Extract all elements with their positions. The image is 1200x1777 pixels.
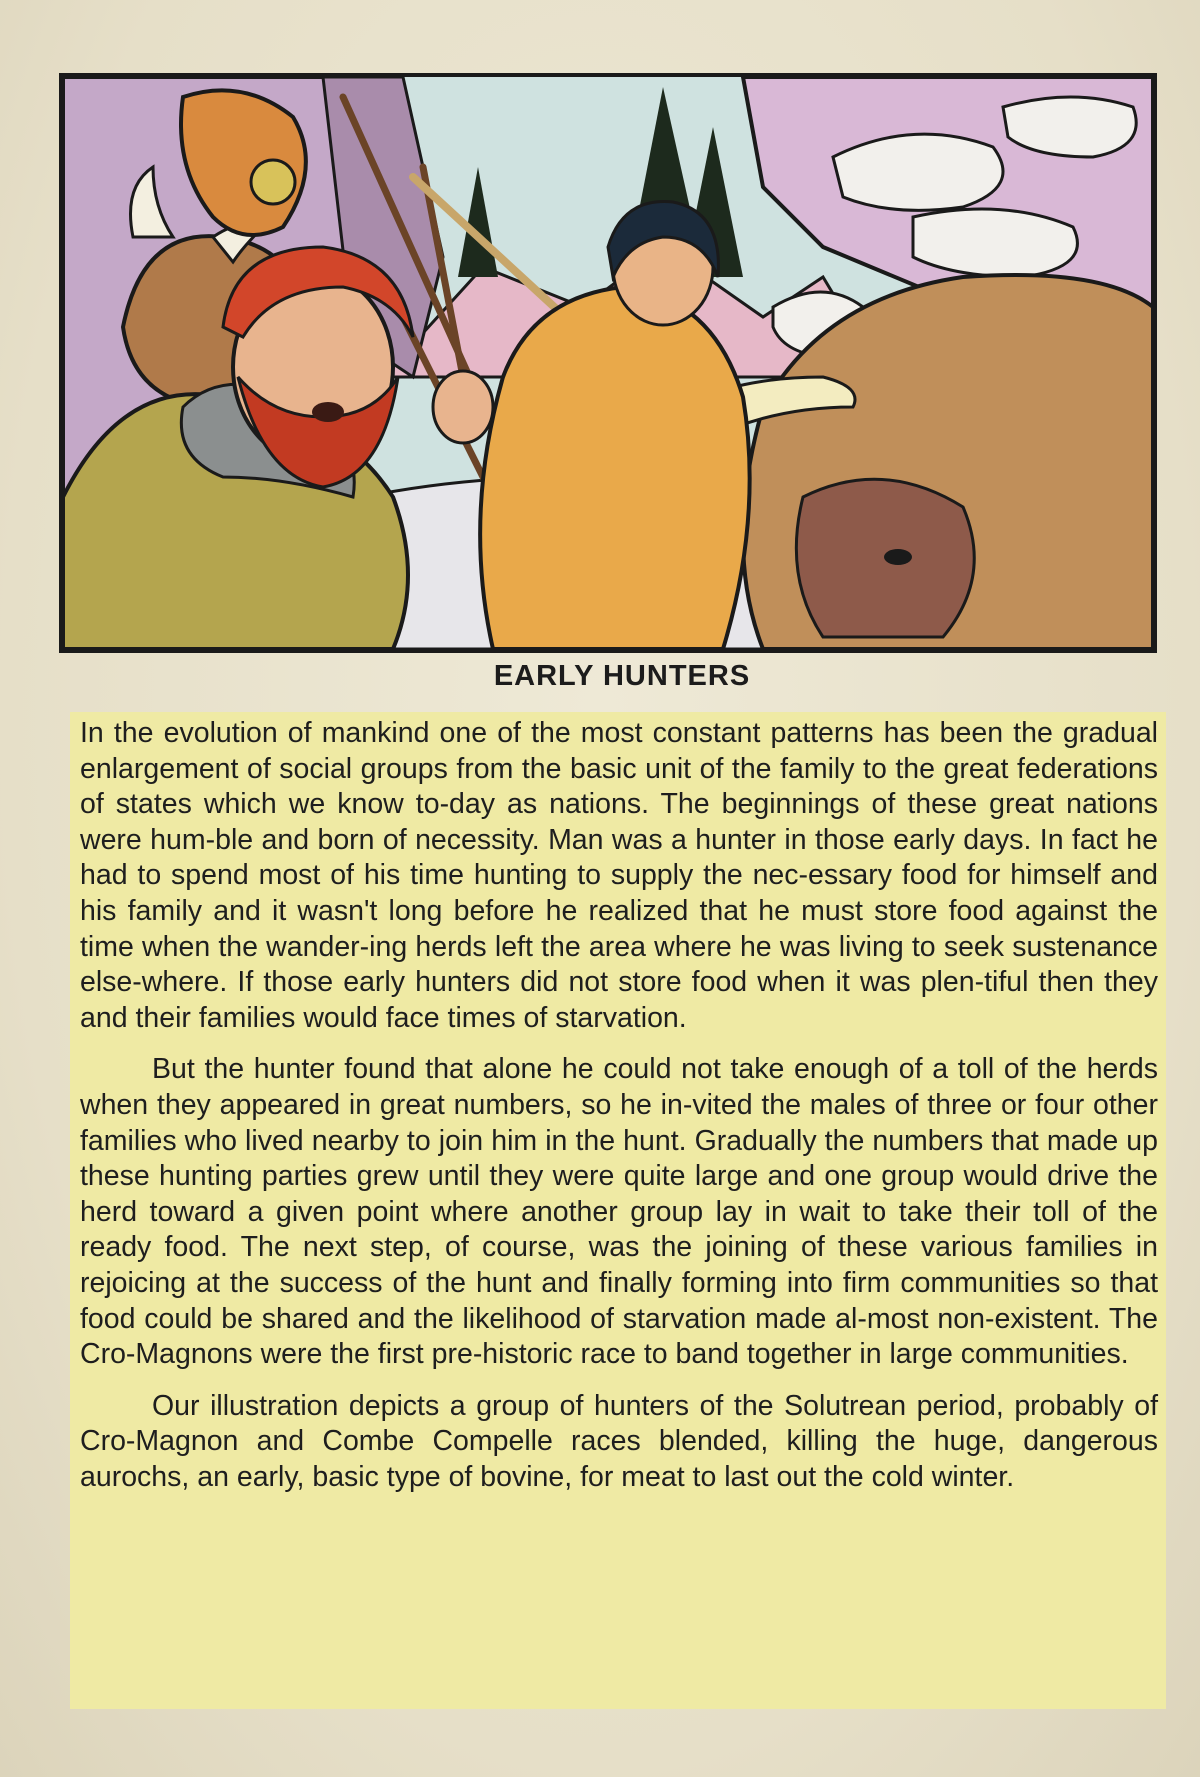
hunting-scene-drawing <box>63 77 1153 649</box>
hunting-illustration <box>59 73 1157 653</box>
paragraph-2: But the hunter found that alone he could not take enough of a toll of the herds when they appeared in great numbers, so he in-vited the males of three or four other families who lived nearby to join him in the hunt. Gradually the numbers that made up these hunting parties grew until they were quite large and one group would drive the herd toward a given point where another group lay in wait to take their toll of the ready food. The next step, of course, was the joining of these various families in rejoicing at the success of the hunt and finally forming into firm communities so that food could be shared and the likelihood of starvation made al-most non-existent. The Cro-Magnons were the first pre-historic race to band together in large communities. <box>80 1053 1158 1371</box>
article-text-box <box>70 712 1166 1709</box>
paragraph-3: Our illustration depicts a group of hunters of the Solutrean period, probably of Cro-Magnon and Combe Compelle races blended, killing the huge, dangerous aurochs, an early, basic type of bovine, for meat to last out the cold winter. <box>80 1389 1158 1493</box>
paragraph-1: In the evolution of mankind one of the most constant patterns has been the gradual enlargement of social groups from the basic unit of the family to the great federations of states which we know to-day as nations. The beginnings of these great nations were hum-ble and born of necessity. Man was a hunter in those early days. In fact he had to spend most of his time hunting to supply the nec-essary food for himself and his family and it wasn't long before he realized that he must store food against the time when the wander-ing herds left the area where he was living to seek sustenance else-where. If those early hunters did not store food when it was plen-tiful then they and their families would face times of starvation. <box>80 717 1158 1034</box>
illustration-caption: EARLY HUNTERS <box>493 660 751 692</box>
